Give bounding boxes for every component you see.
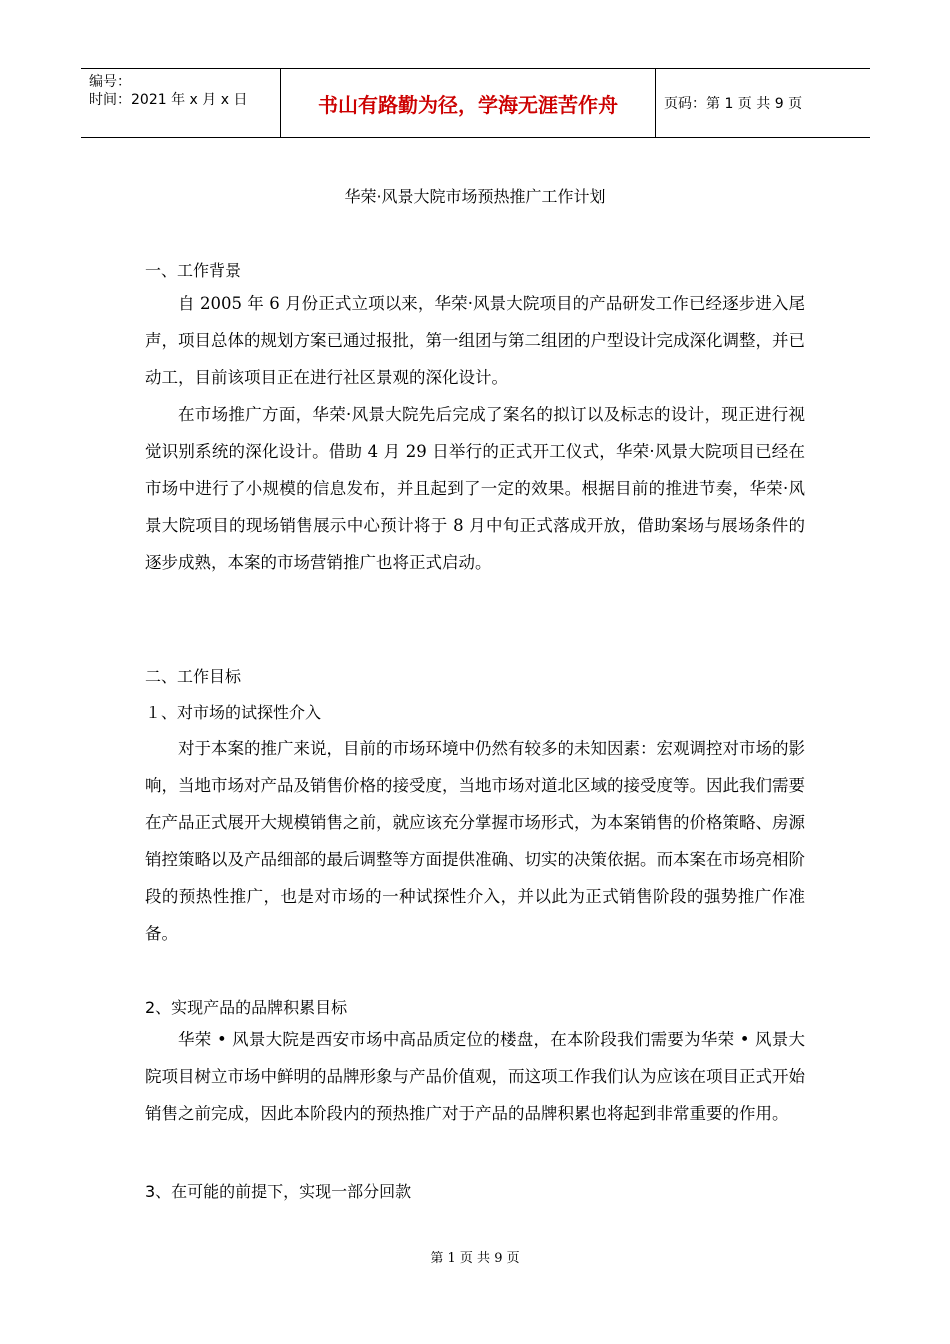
section-heading-background: 一、工作背景 xyxy=(145,261,242,280)
paragraph-background-1: 自 2005 年 6 月份正式立项以来，华荣·风景大院项目的产品研发工作已经逐步进入尾声，项目总体的规划方案已通过报批，第一组团与第二组团的户型设计完成深化调整，并已动工，目前该项目正在进行社区景观的深化设计。 xyxy=(145,294,805,387)
header-motto: 书山有路勤为径，学海无涯苦作舟 xyxy=(281,69,656,137)
page-header xyxy=(81,68,870,138)
header-meta xyxy=(81,69,281,137)
page-footer: 第 1 页 共 9 页 xyxy=(430,1251,520,1266)
subheading-market-probe: １、对市场的试探性介入 xyxy=(145,703,322,722)
document-number: 编号： xyxy=(89,74,131,90)
subheading-brand-accumulation: 2、实现产品的品牌积累目标 xyxy=(145,998,348,1017)
paragraph-brand-accumulation: 华荣 • 风景大院是西安市场中高品质定位的楼盘，在本阶段我们需要为华荣 • 风景大院项目树立市场中鲜明的品牌形象与产品价值观，而这项工作我们认为应该在项目正式开始销售之前完成，因此本阶段内的预热推广对于产品的品牌积累也将起到非常重要的作用。 xyxy=(145,1030,805,1123)
document-title: 华荣·风景大院市场预热推广工作计划 xyxy=(344,187,606,206)
header-page-number: 页码：第 1 页 共 9 页 xyxy=(664,96,803,112)
paragraph-background-2: 在市场推广方面，华荣·风景大院先后完成了案名的拟订以及标志的设计，现正进行视觉识别系统的深化设计。借助 4 月 29 日举行的正式开工仪式，华荣·风景大院项目已经在市场中进行了小规模的信息发布，并且起到了一定的效果。根据目前的推进节奏，华荣·风景大院项目的现场销售展示中心预计将于 8 月中旬正式落成开放，借助案场与展场条件的逐步成熟，本案的市场营销推广也将正式启动。 xyxy=(145,405,805,572)
paragraph-market-probe: 对于本案的推广来说，目前的市场环境中仍然有较多的未知因素：宏观调控对市场的影响，当地市场对产品及销售价格的接受度，当地市场对道北区域的接受度等。因此我们需要在产品正式展开大规模销售之前，就应该充分掌握市场形式，为本案销售的价格策略、房源销控策略以及产品细部的最后调整等方面提供准确、切实的决策依据。而本案在市场亮相阶段的预热性推广，也是对市场的一种试探性介入，并以此为正式销售阶段的强势推广作准备。 xyxy=(145,739,805,943)
section-heading-goals: 二、工作目标 xyxy=(145,667,242,686)
document-date: 时间：2021 年 x 月 x 日 xyxy=(89,92,248,108)
subheading-partial-payback: 3、在可能的前提下，实现一部分回款 xyxy=(145,1182,412,1201)
